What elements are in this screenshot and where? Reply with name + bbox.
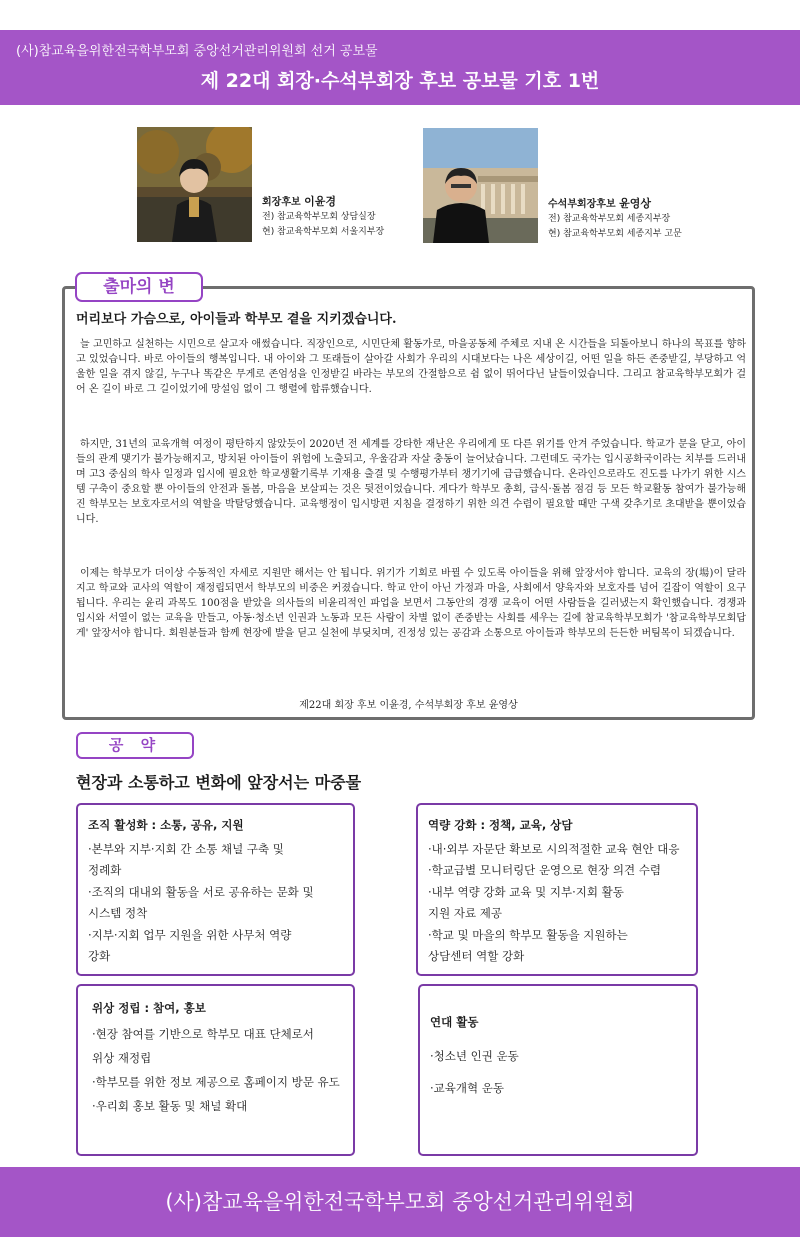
candidate-1-name: 이윤경 [304,195,337,208]
candidate-2-curr: 현) 참교육학부모회 세종지부 고문 [548,229,682,239]
candidate-2-prev: 전) 참교육학부모회 세종지부장 [548,214,671,224]
pledge-item: 강화 [88,949,111,963]
pledge-box-status [76,984,355,1156]
pledge-item: ·내부 역량 강화 교육 및 지부·지회 활동 [428,884,624,899]
pledge-item: ·학부모를 위한 정보 제공으로 홈페이지 방문 유도 [92,1075,340,1089]
pledge-item: ·우리회 홍보 활동 및 채널 확대 [92,1099,248,1113]
candidate-1-role: 회장후보 [262,197,301,208]
speech-paragraph-1: 늘 고민하고 실천하는 시민으로 살고자 애썼습니다. 직장인으로, 시민단체 활동가로, 마을공동체 주체로 지내 온 시간들을 되돌아보니 하나의 목표를 향하고 있었습니다. 바로 아이들의 행복입니다. 내 아이와 그 또래들이 살아갈 사회가 우리의 시대보다는 나은 세상이길, 어떤 일을 하든 존중받길, 부당하고 억울한 일을 겪지 않길, 누구나 똑같은 무게로 존엄성을 인정받길 바라는 부모의 간절함으로 쉼 없이 뛰어다닌 날들이었습니다. 그리고 참교육학부모회가 걸어 온 길이 바로 그 길이었기에 망설임 없이 그 행렬에 합류했습니다. [76,339,746,395]
speech-tab-label: 출마의 변 [75,272,203,302]
pledge-item: ·현장 참여를 기반으로 학부모 대표 단체로서 [92,1027,314,1041]
page-title: 제 22대 회장·수석부회장 후보 공보물 기호 1번 [200,70,600,92]
pledge-box-organization [76,803,355,976]
pledge-item: 정례화 [88,863,122,877]
pledge-item: ·학교급별 모니터링단 운영으로 현장 의견 수렴 [428,863,662,877]
candidate-1-photo [137,127,252,242]
candidate-1-info [262,194,384,240]
pledge-item: ·조직의 대내외 활동을 서로 공유하는 문화 및 [88,884,314,899]
pledge-item: 상담센터 역할 강화 [428,949,525,963]
candidate-1-prev: 전) 참교육학부모회 상담실장 [262,212,376,222]
speech-paragraph-2: 하지만, 31년의 교육개혁 여정이 평탄하지 않았듯이 2020년 전 세계를 강타한 재난은 우리에게 또 다른 위기를 안겨 주었습니다. 학교가 문을 닫고, 아이들의 관계 맺기가 불가능해지고, 방치된 아이들이 위험에 노출되고, 우울감과 자살 충동이 늘어났습니다. 그런데도 국가는 입시공화국이라는 치부를 드러내며 고3 중심의 학사 일정과 입시에 필요한 학교생활기록부 기재용 출결 및 수행평가부터 챙기기에 급급했습니다. 온라인으로라도 진도를 나가기 위한 시스템 구축이 중요할 뿐 아이들의 안전과 돌봄, 마음을 보살피는 것은 뒷전이었습니다. 게다가 학부모 총회, 급식·돌봄 점검 등 모든 학교활동 참여가 불가능해진 학부모는 보호자로서의 역할을 박탈당했습니다. 교육행정이 입시방편 지침을 결정하기 위한 의견 수렴이 필요할 때만 구색 갖추기로 초대받을 뿐이었습니다. [76,439,746,525]
footer-banner [0,1167,800,1237]
candidate-2-info [548,196,682,242]
pledge-box-capacity [416,803,698,976]
candidate-2-title [548,196,682,212]
pledge-item: ·지부·지회 업무 지원을 위한 사무처 역량 [88,927,292,942]
speech-signature: 제22대 회장 후보 이윤경, 수석부회장 후보 윤영상 [299,700,518,711]
pledge-item: ·본부와 지부·지회 간 소통 채널 구축 및 [88,841,284,856]
pledge-item: 지원 자료 제공 [428,906,502,920]
speech-lead: 머리보다 가슴으로, 아이들과 학부모 곁을 지키겠습니다. [76,312,397,327]
candidate-2-photo [423,128,538,243]
pledge-item: 위상 재정립 [92,1051,152,1065]
candidate-2-name: 윤영상 [619,197,651,210]
pledge-tab-label: 공 약 [76,732,194,759]
candidate-1-title [262,194,384,210]
pledge-item: ·내·외부 자문단 확보로 시의적절한 교육 현안 대응 [428,841,680,856]
speech-paragraph-3: 이제는 학부모가 더이상 수동적인 자세로 지원만 해서는 안 됩니다. 위기가 기회로 바뀔 수 있도록 아이들을 위해 앞장서야 합니다. 교육의 장(場)이 달라지고 학교와 교사의 역할이 재정립되면서 학부모의 비중은 커졌습니다. 학교 안이 아닌 가정과 마을, 사회에서 양육자와 보호자를 넘어 길잡이 역할이 요구됩니다. 우리는 윤리 과목도 100점을 받았을 의사들의 비윤리적인 파업을 보면서 그동안의 경쟁 교육이 어떤 사람들을 길러냈는지 확인했습니다. 경쟁과 입시와 서열이 없는 교육을 만들고, 아동·청소년 인권과 노동과 모든 사람이 차별 없이 존중받는 사회를 세우는 길에 참교육학부모회가 '참교육학부모회답게' 앞장서야 합니다. 회원분들과 함께 현장에 발을 딛고 실천에 부딪치며, 진정성 있는 공감과 소통으로 아이들과 학부모의 든든한 버팀목이 되겠습니다. [76,568,746,639]
candidate-1-curr: 현) 참교육학부모회 서울지부장 [262,227,385,237]
header-subtitle: (사)참교육을위한전국학부모회 중앙선거관리위원회 선거 공보물 [16,44,378,59]
header-banner [0,30,800,105]
footer-text: (사)참교육을위한전국학부모회 중앙선거관리위원회 [165,1190,635,1214]
pledge-item: ·교육개혁 운동 [430,1081,504,1095]
pledge-item: 시스템 정착 [88,906,148,920]
pledge-box-title: 조직 활성화 : 소통, 공유, 지원 [88,818,244,832]
pledge-box-title: 연대 활동 [430,1015,479,1029]
pledge-box-solidarity [418,984,698,1156]
pledge-box-title: 위상 정립 : 참여, 홍보 [92,1001,206,1015]
pledge-subtitle: 현장과 소통하고 변화에 앞장서는 마중물 [76,773,362,792]
pledge-item: ·학교 및 마을의 학부모 활동을 지원하는 [428,927,628,942]
pledge-box-title: 역량 강화 : 정책, 교육, 상담 [428,818,573,832]
candidate-2-role: 수석부회장후보 [548,199,616,210]
pledge-item: ·청소년 인권 운동 [430,1049,519,1063]
